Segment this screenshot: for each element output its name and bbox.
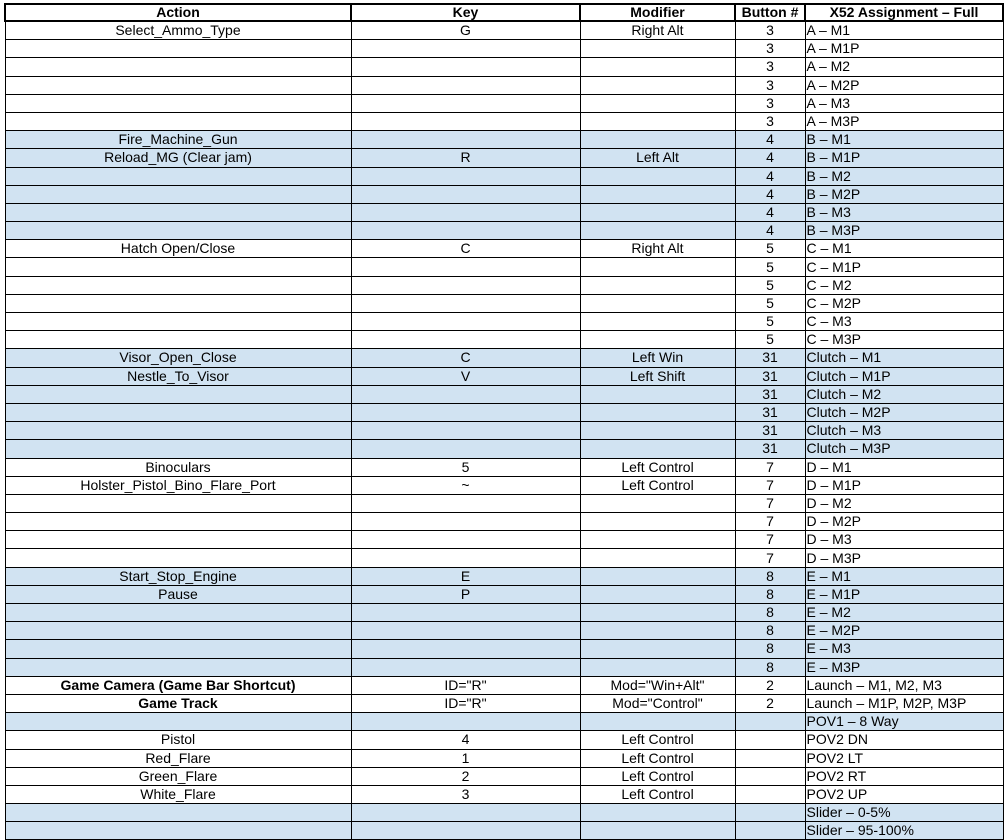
cell-x52-assignment: Clutch – M3 xyxy=(805,422,1003,440)
cell-action xyxy=(5,422,351,440)
cell-modifier xyxy=(580,112,735,130)
table-row xyxy=(5,40,1003,58)
cell-key: 5 xyxy=(351,458,580,476)
cell-button-number: 8 xyxy=(735,622,805,640)
cell-action xyxy=(5,40,351,58)
cell-key xyxy=(351,94,580,112)
cell-action xyxy=(5,76,351,94)
header-action: Action xyxy=(5,4,351,21)
cell-modifier xyxy=(580,622,735,640)
cell-modifier xyxy=(580,40,735,58)
table-row xyxy=(5,749,1003,767)
cell-action xyxy=(5,804,351,822)
cell-key xyxy=(351,531,580,549)
cell-x52-assignment: POV2 LT xyxy=(805,749,1003,767)
cell-x52-assignment: C – M1P xyxy=(805,258,1003,276)
cell-key xyxy=(351,76,580,94)
table-row xyxy=(5,349,1003,367)
cell-x52-assignment: A – M1 xyxy=(805,21,1003,40)
cell-action xyxy=(5,185,351,203)
cell-key xyxy=(351,385,580,403)
table-row xyxy=(5,185,1003,203)
cell-modifier xyxy=(580,58,735,76)
cell-x52-assignment: D – M1P xyxy=(805,476,1003,494)
cell-button-number: 8 xyxy=(735,585,805,603)
cell-action: Pistol xyxy=(5,731,351,749)
cell-action xyxy=(5,331,351,349)
cell-x52-assignment: D – M2 xyxy=(805,494,1003,512)
table-body xyxy=(5,21,1003,840)
cell-key: ID="R" xyxy=(351,676,580,694)
cell-key xyxy=(351,112,580,130)
cell-key: 4 xyxy=(351,731,580,749)
cell-action xyxy=(5,385,351,403)
cell-key xyxy=(351,258,580,276)
cell-modifier: Left Alt xyxy=(580,149,735,167)
cell-button-number: 8 xyxy=(735,658,805,676)
cell-action: Select_Ammo_Type xyxy=(5,21,351,40)
table-row xyxy=(5,422,1003,440)
cell-action xyxy=(5,94,351,112)
table-row xyxy=(5,567,1003,585)
cell-modifier xyxy=(580,713,735,731)
cell-x52-assignment: C – M2P xyxy=(805,294,1003,312)
cell-key xyxy=(351,185,580,203)
cell-button-number: 7 xyxy=(735,458,805,476)
cell-button-number: 8 xyxy=(735,567,805,585)
cell-key xyxy=(351,203,580,221)
cell-x52-assignment: C – M2 xyxy=(805,276,1003,294)
cell-modifier xyxy=(580,385,735,403)
table-row xyxy=(5,203,1003,221)
cell-button-number xyxy=(735,804,805,822)
cell-button-number: 7 xyxy=(735,476,805,494)
table-row xyxy=(5,513,1003,531)
cell-action xyxy=(5,167,351,185)
cell-button-number: 31 xyxy=(735,403,805,421)
cell-action xyxy=(5,713,351,731)
cell-x52-assignment: POV2 UP xyxy=(805,785,1003,803)
table-row xyxy=(5,494,1003,512)
table-row xyxy=(5,440,1003,458)
cell-modifier xyxy=(580,294,735,312)
cell-x52-assignment: Slider – 95-100% xyxy=(805,822,1003,840)
cell-button-number: 4 xyxy=(735,131,805,149)
header-x52-assignment: X52 Assignment – Full xyxy=(805,4,1003,21)
cell-x52-assignment: B – M1P xyxy=(805,149,1003,167)
cell-action xyxy=(5,604,351,622)
cell-action xyxy=(5,294,351,312)
cell-key xyxy=(351,167,580,185)
table-row xyxy=(5,331,1003,349)
cell-key xyxy=(351,58,580,76)
cell-key xyxy=(351,513,580,531)
table-row xyxy=(5,131,1003,149)
cell-modifier: Left Shift xyxy=(580,367,735,385)
table-row xyxy=(5,458,1003,476)
cell-action xyxy=(5,203,351,221)
table-row xyxy=(5,258,1003,276)
cell-key xyxy=(351,549,580,567)
cell-modifier xyxy=(580,403,735,421)
cell-action: Start_Stop_Engine xyxy=(5,567,351,585)
cell-modifier: Left Win xyxy=(580,349,735,367)
cell-modifier: Mod="Control" xyxy=(580,694,735,712)
cell-x52-assignment: B – M2P xyxy=(805,185,1003,203)
table-row xyxy=(5,94,1003,112)
cell-modifier xyxy=(580,604,735,622)
cell-key: ~ xyxy=(351,476,580,494)
cell-modifier: Left Control xyxy=(580,476,735,494)
cell-modifier xyxy=(580,549,735,567)
cell-button-number: 5 xyxy=(735,276,805,294)
cell-button-number: 7 xyxy=(735,513,805,531)
cell-key: 2 xyxy=(351,767,580,785)
header-button-number: Button # xyxy=(735,4,805,21)
cell-key: V xyxy=(351,367,580,385)
cell-x52-assignment: POV2 RT xyxy=(805,767,1003,785)
cell-x52-assignment: Clutch – M2 xyxy=(805,385,1003,403)
cell-action: Holster_Pistol_Bino_Flare_Port xyxy=(5,476,351,494)
cell-button-number: 31 xyxy=(735,440,805,458)
cell-x52-assignment: A – M3 xyxy=(805,94,1003,112)
cell-modifier xyxy=(580,76,735,94)
cell-x52-assignment: E – M2 xyxy=(805,604,1003,622)
cell-button-number: 7 xyxy=(735,549,805,567)
cell-modifier: Left Control xyxy=(580,731,735,749)
keybinding-table xyxy=(4,3,1004,840)
cell-button-number: 8 xyxy=(735,604,805,622)
cell-x52-assignment: E – M2P xyxy=(805,622,1003,640)
table-row xyxy=(5,149,1003,167)
cell-x52-assignment: C – M3 xyxy=(805,313,1003,331)
header-row xyxy=(5,4,1003,21)
cell-action xyxy=(5,403,351,421)
header-key: Key xyxy=(351,4,580,21)
cell-x52-assignment: C – M3P xyxy=(805,331,1003,349)
cell-key xyxy=(351,658,580,676)
cell-button-number: 3 xyxy=(735,94,805,112)
cell-key xyxy=(351,440,580,458)
cell-x52-assignment: Clutch – M1 xyxy=(805,349,1003,367)
cell-key xyxy=(351,804,580,822)
cell-x52-assignment: E – M1 xyxy=(805,567,1003,585)
cell-action xyxy=(5,313,351,331)
cell-key: G xyxy=(351,21,580,40)
table-row xyxy=(5,622,1003,640)
cell-modifier: Right Alt xyxy=(580,240,735,258)
cell-button-number: 2 xyxy=(735,676,805,694)
table-row xyxy=(5,112,1003,130)
cell-modifier xyxy=(580,567,735,585)
cell-x52-assignment: POV1 – 8 Way xyxy=(805,713,1003,731)
cell-action xyxy=(5,640,351,658)
cell-button-number: 7 xyxy=(735,494,805,512)
cell-x52-assignment: C – M1 xyxy=(805,240,1003,258)
cell-button-number xyxy=(735,822,805,840)
cell-action: Pause xyxy=(5,585,351,603)
table-header xyxy=(5,4,1003,21)
table-row xyxy=(5,76,1003,94)
cell-x52-assignment: E – M3P xyxy=(805,658,1003,676)
cell-modifier: Mod="Win+Alt" xyxy=(580,676,735,694)
cell-action: Reload_MG (Clear jam) xyxy=(5,149,351,167)
cell-modifier xyxy=(580,513,735,531)
table-row xyxy=(5,21,1003,40)
table-row xyxy=(5,731,1003,749)
cell-button-number: 5 xyxy=(735,258,805,276)
cell-x52-assignment: E – M1P xyxy=(805,585,1003,603)
cell-x52-assignment: B – M2 xyxy=(805,167,1003,185)
cell-key: C xyxy=(351,240,580,258)
cell-x52-assignment: B – M1 xyxy=(805,131,1003,149)
cell-key: R xyxy=(351,149,580,167)
cell-modifier xyxy=(580,331,735,349)
table-row xyxy=(5,713,1003,731)
table-row xyxy=(5,167,1003,185)
cell-x52-assignment: Clutch – M3P xyxy=(805,440,1003,458)
cell-x52-assignment: E – M3 xyxy=(805,640,1003,658)
cell-button-number: 3 xyxy=(735,58,805,76)
cell-modifier xyxy=(580,222,735,240)
cell-button-number: 7 xyxy=(735,531,805,549)
header-modifier: Modifier xyxy=(580,4,735,21)
cell-modifier xyxy=(580,313,735,331)
cell-action xyxy=(5,549,351,567)
cell-x52-assignment: D – M3P xyxy=(805,549,1003,567)
cell-modifier xyxy=(580,185,735,203)
cell-button-number: 31 xyxy=(735,367,805,385)
cell-button-number: 5 xyxy=(735,294,805,312)
cell-modifier xyxy=(580,658,735,676)
cell-button-number: 5 xyxy=(735,240,805,258)
cell-key xyxy=(351,713,580,731)
table-row xyxy=(5,549,1003,567)
table-row xyxy=(5,804,1003,822)
cell-x52-assignment: A – M1P xyxy=(805,40,1003,58)
cell-button-number xyxy=(735,713,805,731)
cell-modifier xyxy=(580,131,735,149)
cell-modifier xyxy=(580,804,735,822)
cell-key xyxy=(351,403,580,421)
cell-x52-assignment: Launch – M1, M2, M3 xyxy=(805,676,1003,694)
cell-x52-assignment: A – M2P xyxy=(805,76,1003,94)
cell-button-number xyxy=(735,749,805,767)
cell-button-number: 4 xyxy=(735,185,805,203)
cell-key xyxy=(351,331,580,349)
table-row xyxy=(5,385,1003,403)
cell-action: Fire_Machine_Gun xyxy=(5,131,351,149)
cell-modifier: Right Alt xyxy=(580,21,735,40)
cell-modifier: Left Control xyxy=(580,458,735,476)
cell-key xyxy=(351,294,580,312)
cell-button-number: 31 xyxy=(735,385,805,403)
cell-modifier xyxy=(580,276,735,294)
cell-key: P xyxy=(351,585,580,603)
cell-modifier xyxy=(580,203,735,221)
cell-modifier xyxy=(580,167,735,185)
cell-key xyxy=(351,640,580,658)
cell-x52-assignment: Launch – M1P, M2P, M3P xyxy=(805,694,1003,712)
cell-action: White_Flare xyxy=(5,785,351,803)
table-row xyxy=(5,367,1003,385)
cell-action xyxy=(5,440,351,458)
cell-action: Nestle_To_Visor xyxy=(5,367,351,385)
table-row xyxy=(5,240,1003,258)
cell-key: C xyxy=(351,349,580,367)
table-row xyxy=(5,640,1003,658)
cell-button-number: 2 xyxy=(735,694,805,712)
cell-button-number: 3 xyxy=(735,40,805,58)
table-row xyxy=(5,585,1003,603)
cell-button-number: 31 xyxy=(735,349,805,367)
table-row xyxy=(5,531,1003,549)
cell-key xyxy=(351,622,580,640)
cell-modifier xyxy=(580,531,735,549)
cell-action xyxy=(5,531,351,549)
cell-modifier: Left Control xyxy=(580,767,735,785)
table-row xyxy=(5,767,1003,785)
cell-modifier: Left Control xyxy=(580,785,735,803)
cell-modifier xyxy=(580,494,735,512)
cell-action: Green_Flare xyxy=(5,767,351,785)
cell-button-number: 4 xyxy=(735,167,805,185)
cell-x52-assignment: A – M2 xyxy=(805,58,1003,76)
cell-action: Game Track xyxy=(5,694,351,712)
cell-key xyxy=(351,422,580,440)
cell-x52-assignment: Clutch – M2P xyxy=(805,403,1003,421)
cell-button-number: 5 xyxy=(735,313,805,331)
cell-modifier xyxy=(580,640,735,658)
table-row xyxy=(5,294,1003,312)
cell-action xyxy=(5,112,351,130)
cell-action xyxy=(5,622,351,640)
cell-x52-assignment: B – M3 xyxy=(805,203,1003,221)
cell-modifier xyxy=(580,585,735,603)
table-row xyxy=(5,694,1003,712)
cell-key: 1 xyxy=(351,749,580,767)
cell-button-number: 4 xyxy=(735,149,805,167)
cell-action: Game Camera (Game Bar Shortcut) xyxy=(5,676,351,694)
cell-button-number: 3 xyxy=(735,21,805,40)
cell-action xyxy=(5,258,351,276)
cell-key xyxy=(351,494,580,512)
cell-key xyxy=(351,131,580,149)
cell-modifier xyxy=(580,94,735,112)
cell-button-number xyxy=(735,785,805,803)
table-row xyxy=(5,676,1003,694)
cell-action: Hatch Open/Close xyxy=(5,240,351,258)
table-row xyxy=(5,604,1003,622)
cell-key xyxy=(351,822,580,840)
cell-key: ID="R" xyxy=(351,694,580,712)
cell-modifier xyxy=(580,258,735,276)
cell-x52-assignment: A – M3P xyxy=(805,112,1003,130)
table-row xyxy=(5,785,1003,803)
cell-x52-assignment: POV2 DN xyxy=(805,731,1003,749)
cell-action xyxy=(5,494,351,512)
cell-modifier xyxy=(580,422,735,440)
cell-modifier: Left Control xyxy=(580,749,735,767)
cell-key xyxy=(351,222,580,240)
table-row xyxy=(5,403,1003,421)
cell-button-number: 31 xyxy=(735,422,805,440)
table-row xyxy=(5,276,1003,294)
cell-modifier xyxy=(580,822,735,840)
table-row xyxy=(5,58,1003,76)
cell-action: Red_Flare xyxy=(5,749,351,767)
table-row xyxy=(5,658,1003,676)
cell-x52-assignment: Slider – 0-5% xyxy=(805,804,1003,822)
table-row xyxy=(5,222,1003,240)
cell-action xyxy=(5,222,351,240)
cell-x52-assignment: B – M3P xyxy=(805,222,1003,240)
cell-action: Visor_Open_Close xyxy=(5,349,351,367)
cell-action xyxy=(5,276,351,294)
table-row xyxy=(5,476,1003,494)
cell-button-number xyxy=(735,731,805,749)
cell-x52-assignment: D – M1 xyxy=(805,458,1003,476)
cell-key: E xyxy=(351,567,580,585)
cell-x52-assignment: Clutch – M1P xyxy=(805,367,1003,385)
cell-key xyxy=(351,40,580,58)
cell-modifier xyxy=(580,440,735,458)
cell-button-number: 5 xyxy=(735,331,805,349)
cell-x52-assignment: D – M3 xyxy=(805,531,1003,549)
cell-action xyxy=(5,658,351,676)
cell-button-number: 4 xyxy=(735,222,805,240)
cell-x52-assignment: D – M2P xyxy=(805,513,1003,531)
cell-action: Binoculars xyxy=(5,458,351,476)
cell-action xyxy=(5,58,351,76)
cell-action xyxy=(5,822,351,840)
table-row xyxy=(5,313,1003,331)
cell-action xyxy=(5,513,351,531)
cell-key xyxy=(351,276,580,294)
cell-button-number xyxy=(735,767,805,785)
cell-key: 3 xyxy=(351,785,580,803)
table-row xyxy=(5,822,1003,840)
cell-button-number: 3 xyxy=(735,76,805,94)
cell-button-number: 3 xyxy=(735,112,805,130)
cell-button-number: 4 xyxy=(735,203,805,221)
cell-key xyxy=(351,604,580,622)
cell-button-number: 8 xyxy=(735,640,805,658)
cell-key xyxy=(351,313,580,331)
